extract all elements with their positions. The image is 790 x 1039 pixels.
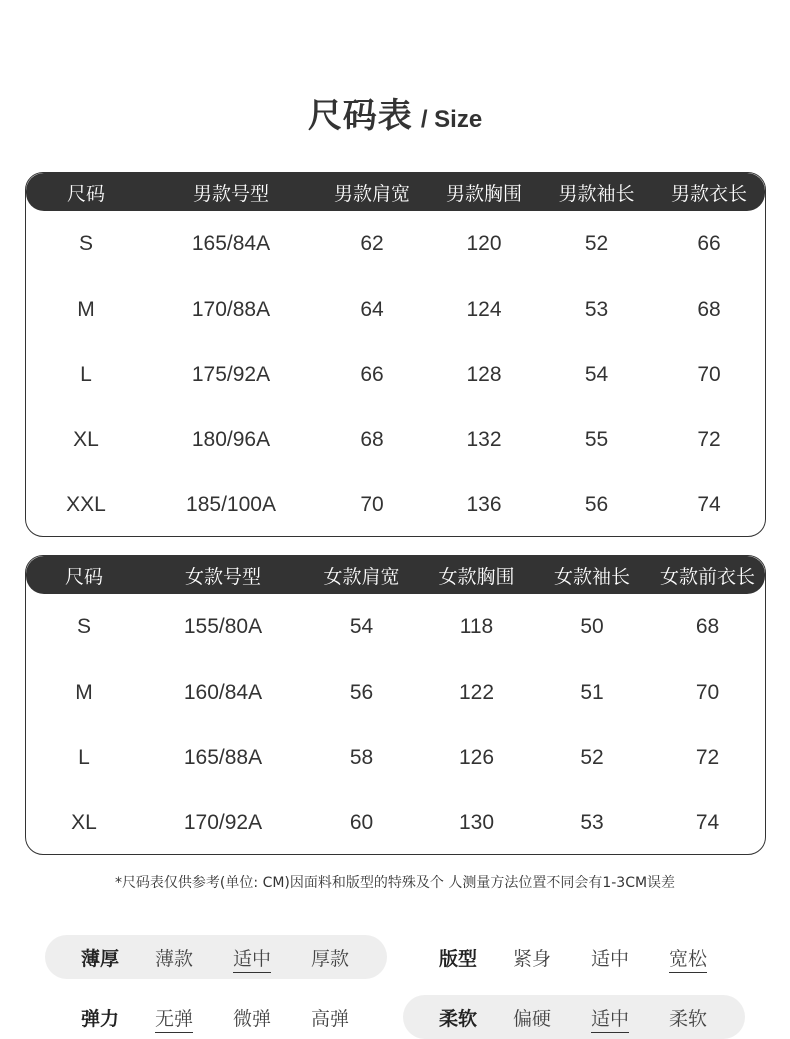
attribute-option (649, 1004, 727, 1031)
table-cell: 68 (697, 297, 721, 321)
header-cell: 男款肩宽 (333, 182, 410, 205)
attribute-option-label: 微弹 (232, 1007, 271, 1030)
table-cell: 54 (584, 362, 609, 386)
size-cell: S (76, 615, 91, 638)
table-cell: 53 (580, 810, 604, 834)
header-cell: 尺码 (66, 182, 105, 205)
attribute-option (135, 944, 213, 971)
header-cell: 女款号型 (184, 565, 261, 588)
attribute-softness (403, 995, 745, 1039)
table-cell: 126 (458, 745, 495, 769)
table-cell: 136 (466, 492, 502, 516)
table-cell: 66 (697, 232, 721, 255)
table-row (26, 790, 765, 855)
attribute-option (571, 1004, 649, 1031)
table-cell: 66 (360, 362, 384, 386)
table-cell: 185/100A (186, 492, 276, 516)
table-row (26, 277, 765, 342)
size-cell: XL (73, 427, 99, 451)
header-cell: 女款胸围 (438, 565, 515, 588)
size-cell: S (78, 232, 93, 255)
table-cell: 124 (466, 297, 502, 321)
women-size-table (25, 555, 766, 855)
table-cell: 72 (697, 427, 721, 451)
attribute-option (493, 1004, 571, 1031)
attribute-option-label: 厚款 (310, 947, 349, 970)
table-cell: 56 (349, 680, 374, 704)
attribute-option-selected: 适中 (233, 948, 271, 973)
attribute-option-selected: 宽松 (669, 948, 707, 973)
table-cell: 170/92A (183, 810, 263, 834)
table-cell: 70 (695, 680, 720, 704)
size-cell: M (77, 297, 95, 321)
attribute-option-selected: 无弹 (155, 1008, 193, 1033)
table-cell: 165/88A (183, 745, 263, 769)
attribute-option (493, 944, 571, 971)
table-row (26, 472, 765, 537)
attribute-option-label: 薄款 (154, 947, 193, 970)
table-cell: 170/88A (191, 297, 271, 321)
table-cell: 165/84A (191, 232, 271, 255)
women-table-body (26, 594, 765, 855)
header-cell: 男款号型 (192, 182, 269, 205)
header-cell: 尺码 (64, 565, 103, 588)
attribute-option-label: 柔软 (668, 1007, 707, 1030)
table-cell: 74 (695, 810, 720, 834)
table-cell: 62 (360, 232, 384, 255)
table-cell: 70 (360, 492, 384, 516)
header-cell: 女款袖长 (553, 565, 630, 588)
men-table-header (26, 173, 765, 211)
table-cell: 68 (360, 427, 384, 451)
page-title (0, 88, 790, 137)
table-cell: 72 (695, 745, 720, 769)
header-cell: 男款袖长 (558, 182, 635, 205)
size-cell: XXL (66, 492, 106, 516)
attribute-label: 版型 (438, 947, 477, 970)
attribute-thickness (45, 935, 387, 979)
table-cell: 128 (466, 362, 502, 386)
table-cell: 51 (580, 680, 604, 704)
table-cell: 52 (580, 745, 604, 769)
size-note: *尺码表仅供参考(单位: CM)因面料和版型的特殊及个 人测量方法位置不同会有1-3CM误差 (114, 875, 676, 891)
table-row (26, 660, 765, 725)
table-cell: 130 (458, 810, 495, 834)
attribute-option (213, 1004, 291, 1031)
attribute-label: 薄厚 (80, 947, 119, 970)
header-cell: 女款前衣长 (659, 565, 755, 588)
table-cell: 50 (580, 615, 604, 638)
women-table-header (26, 556, 765, 594)
title-main: 尺码表 (307, 96, 413, 136)
attribute-option-label: 紧身 (512, 947, 551, 970)
table-cell: 132 (466, 427, 502, 451)
table-cell: 68 (695, 615, 720, 638)
table-row (26, 211, 765, 277)
table-cell: 64 (360, 297, 384, 321)
attribute-elasticity (45, 995, 387, 1039)
attribute-label: 柔软 (438, 1007, 477, 1030)
men-table-body (26, 211, 765, 537)
table-row (26, 725, 765, 790)
header-cell: 男款衣长 (670, 182, 747, 205)
size-cell: L (78, 745, 90, 769)
table-cell: 160/84A (183, 680, 263, 704)
attribute-option-label: 适中 (590, 947, 629, 970)
size-cell: XL (71, 810, 97, 834)
men-size-table (25, 172, 766, 537)
attribute-fit (403, 935, 745, 979)
table-cell: 118 (459, 615, 494, 638)
attribute-option (135, 1004, 213, 1031)
attribute-label: 弹力 (80, 1007, 119, 1030)
table-cell: 70 (697, 362, 721, 386)
table-cell: 120 (466, 232, 502, 255)
table-cell: 52 (584, 232, 609, 255)
table-cell: 60 (349, 810, 374, 834)
size-cell: L (80, 362, 92, 386)
table-cell: 53 (584, 297, 609, 321)
attribute-option (571, 944, 649, 971)
table-cell: 74 (697, 492, 721, 516)
header-cell: 男款胸围 (445, 182, 522, 205)
attribute-option-label: 偏硬 (512, 1007, 551, 1030)
attribute-option (291, 1004, 369, 1031)
title-sub: / Size (420, 106, 483, 133)
attribute-option-label: 高弹 (310, 1007, 349, 1030)
attribute-option (291, 944, 369, 971)
attribute-option (649, 944, 727, 971)
table-cell: 58 (349, 745, 374, 769)
table-cell: 180/96A (191, 427, 271, 451)
header-cell: 女款肩宽 (323, 565, 400, 588)
attribute-option (213, 944, 291, 971)
table-row (26, 342, 765, 407)
table-cell: 55 (584, 427, 609, 451)
table-cell: 56 (584, 492, 609, 516)
size-cell: M (75, 680, 93, 704)
table-cell: 54 (349, 615, 374, 638)
table-cell: 175/92A (191, 362, 271, 386)
table-row (26, 407, 765, 472)
table-cell: 122 (458, 680, 495, 704)
table-row (26, 594, 765, 660)
table-cell: 155/80A (183, 615, 263, 638)
attribute-option-selected: 适中 (591, 1008, 629, 1033)
